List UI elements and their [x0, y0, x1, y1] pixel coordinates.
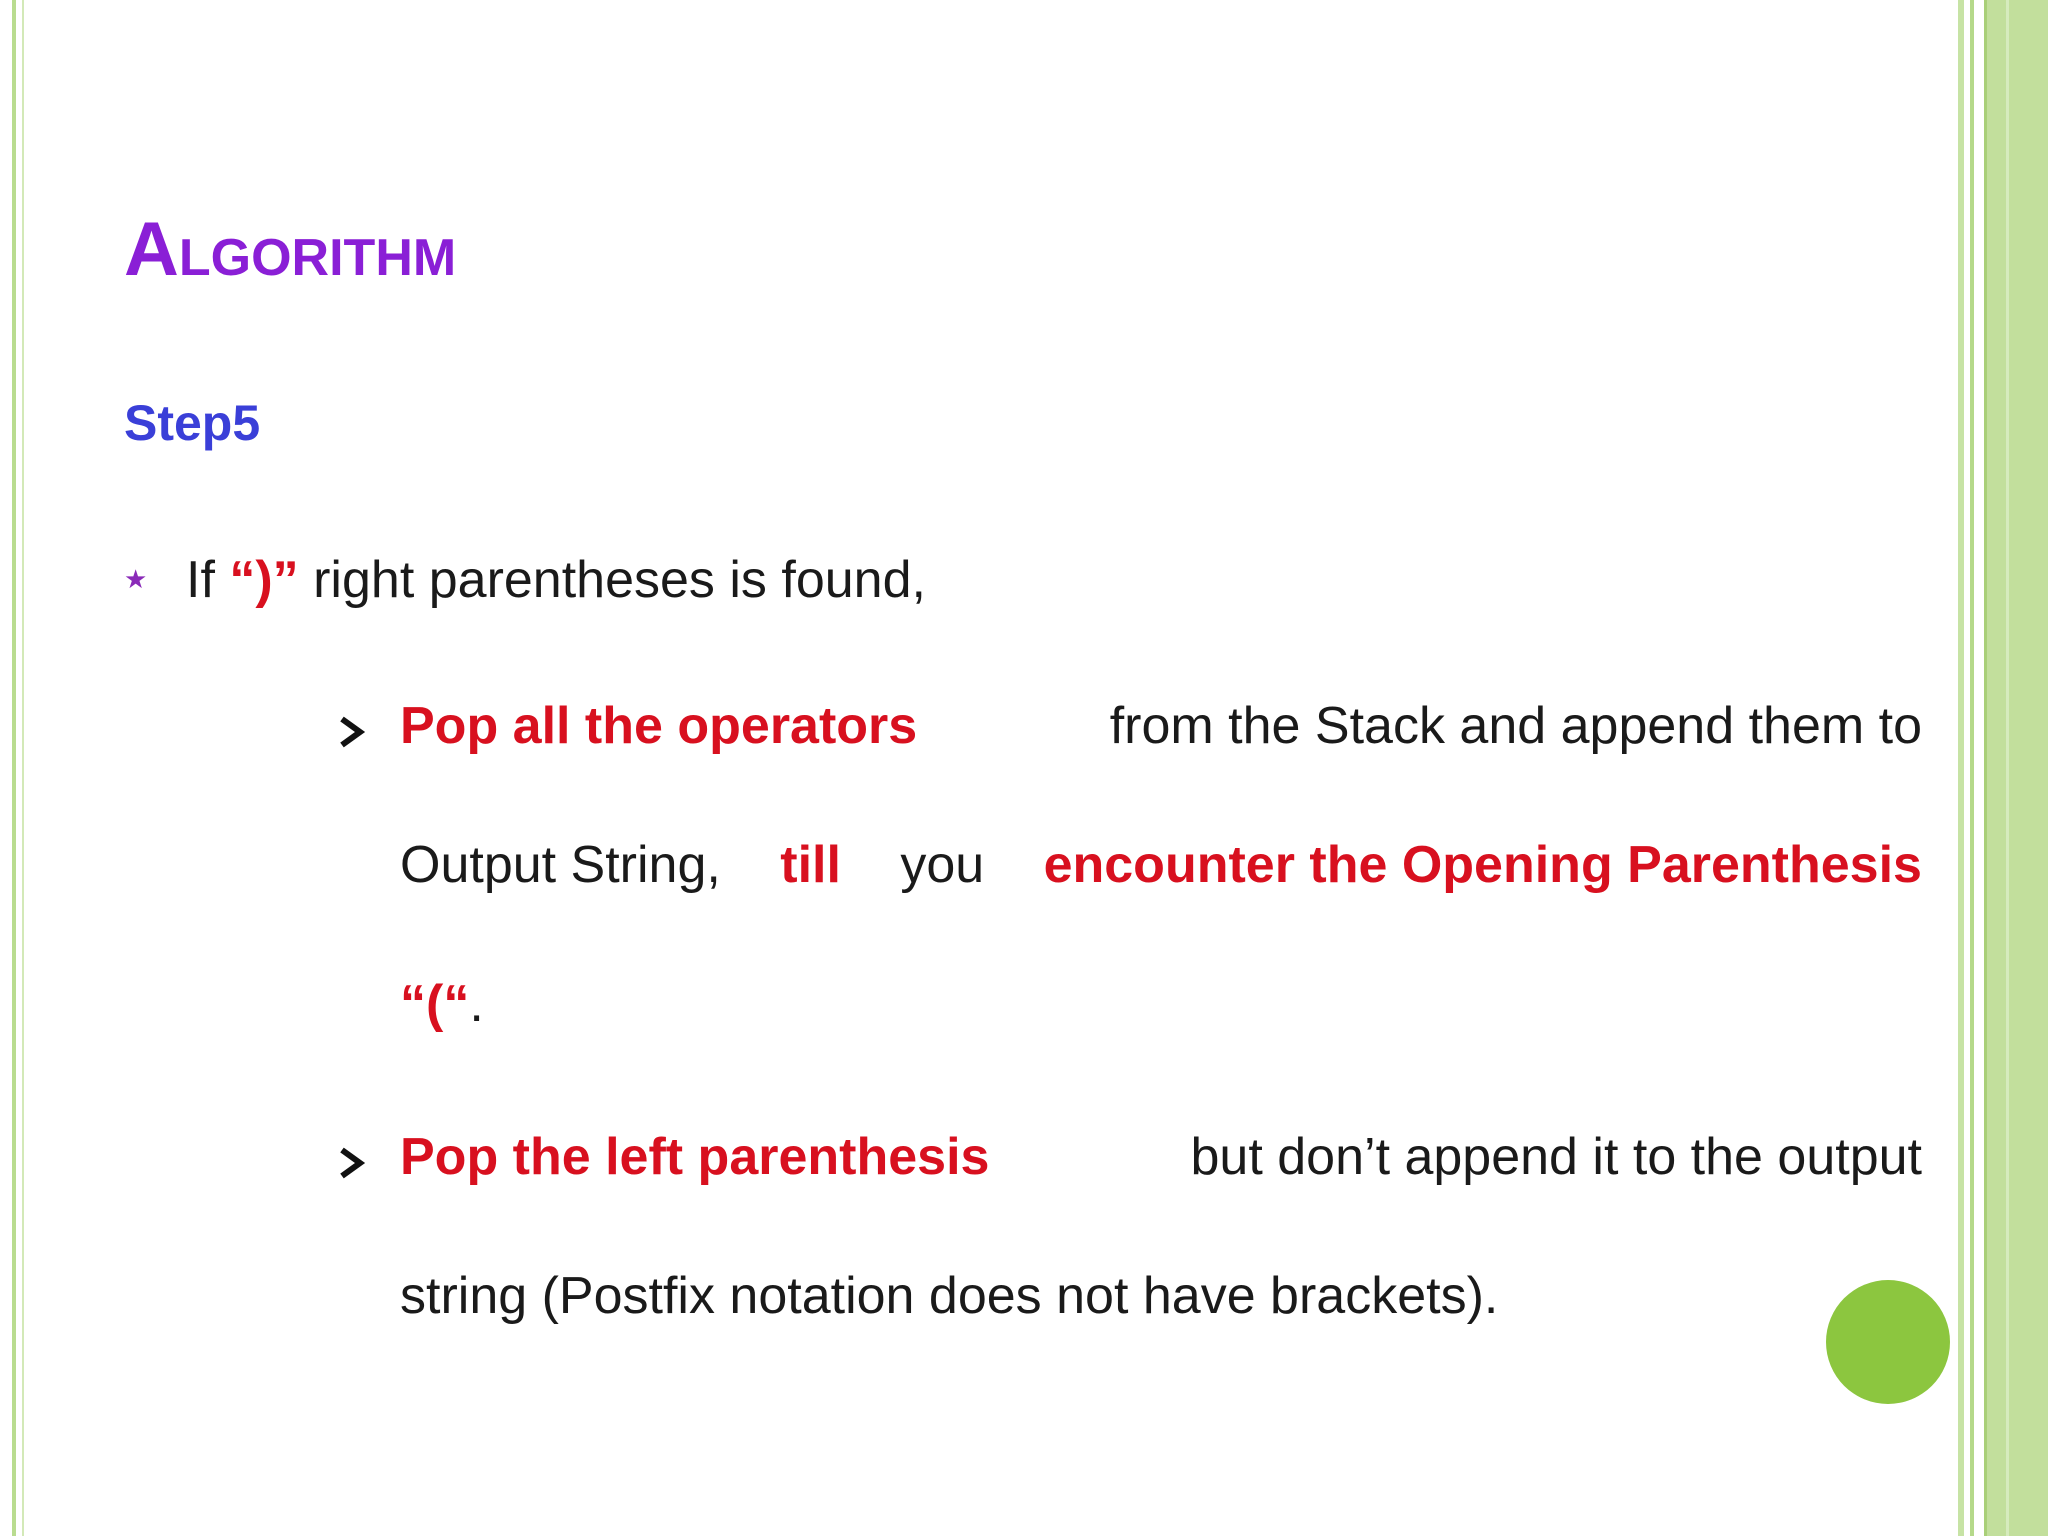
- text-segment: encounter the Opening Parenthesis: [1043, 836, 1922, 894]
- frame-left-line: [12, 0, 16, 1536]
- green-circle-decoration: [1826, 1280, 1950, 1404]
- frame-right-line-2: [1970, 0, 1974, 1536]
- bullet-item: [124, 551, 926, 609]
- bullet-text: [186, 551, 926, 609]
- text-line: [400, 836, 1922, 978]
- text-segment: from the Stack and append them to: [1109, 697, 1922, 755]
- chevron-right-icon: [336, 716, 368, 748]
- text-segment: but don’t append it to the output: [1190, 1128, 1922, 1186]
- text-line: [400, 1267, 1922, 1409]
- chevron-right-icon: [336, 1147, 368, 1179]
- frame-left-line-inner: [22, 0, 24, 1536]
- title-rest: LGORITHM: [178, 229, 457, 287]
- title-first-letter: A: [124, 207, 179, 292]
- text-segment: Output String,: [400, 836, 721, 894]
- bullet-suffix: right parentheses is found,: [298, 551, 926, 609]
- text-segment: Pop all the operators: [400, 697, 918, 755]
- slide-subtitle: Step5: [124, 395, 261, 451]
- text-segment: .: [469, 975, 484, 1033]
- text-segment: Pop the left parenthesis: [400, 1128, 990, 1186]
- text-segment: string (Postfix notation does not have brackets).: [400, 1267, 1499, 1325]
- sub-item-2-text: [400, 1128, 1922, 1409]
- text-line: [400, 975, 1922, 1117]
- bullet-highlight: “)”: [229, 551, 299, 609]
- frame-right-band-line: [1984, 0, 1987, 1536]
- text-segment: till: [780, 836, 841, 894]
- frame-right-band: [1984, 0, 2048, 1536]
- text-segment: “(“: [400, 975, 470, 1033]
- text-line: [400, 697, 1922, 839]
- text-segment: you: [900, 836, 985, 894]
- frame-right-line: [1958, 0, 1964, 1536]
- frame-right-band-line-2: [2006, 0, 2009, 1536]
- bullet-prefix: If: [186, 551, 230, 609]
- text-line: [400, 1128, 1922, 1270]
- sub-item-1-text: [400, 697, 1922, 1117]
- slide-title: [124, 207, 457, 292]
- star-icon: ★: [124, 564, 148, 595]
